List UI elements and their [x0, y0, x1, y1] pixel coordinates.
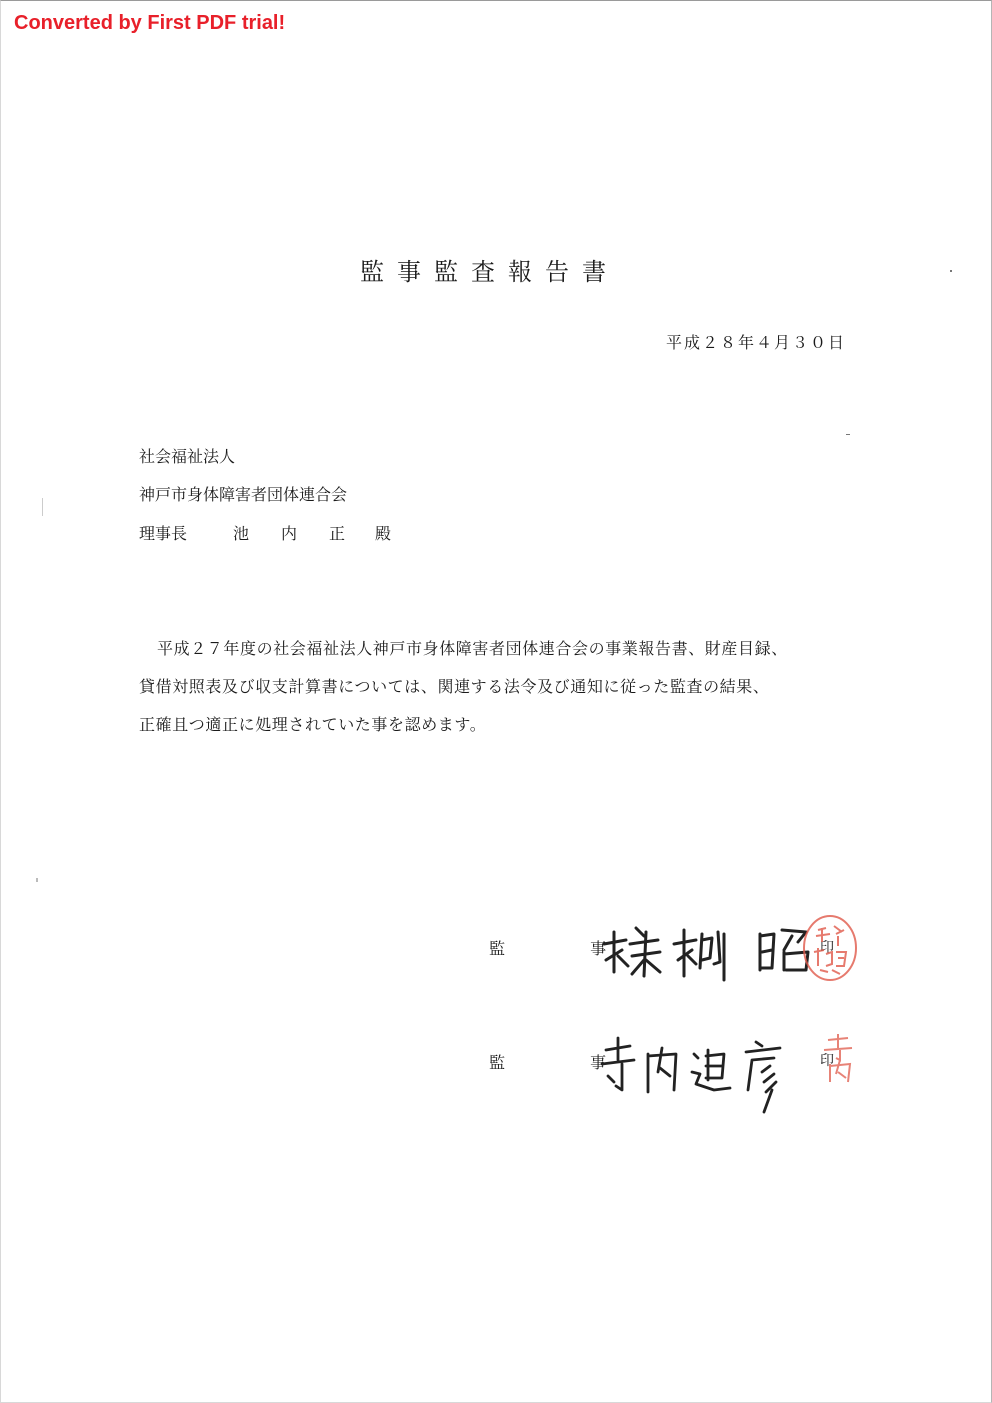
scan-speck: [846, 434, 850, 435]
addressee-organization-name: 神戸市身体障害者団体連合会: [139, 485, 348, 504]
recipient-name-part: 内: [281, 524, 298, 543]
recipient-name-part: 正: [329, 524, 346, 543]
recipient-honorific: 殿: [375, 524, 392, 543]
recipient-role: 理事長: [139, 524, 188, 543]
recipient-name-part: 池: [233, 524, 250, 543]
auditor-1-seal-stamp: [800, 912, 860, 984]
scan-speck: [36, 878, 38, 882]
auditor-2-label: 監 事: [489, 1053, 647, 1072]
auditor-2-signature: [596, 1020, 816, 1120]
document-title: 監事監査報告書: [360, 258, 619, 286]
watermark-text: Converted by First PDF trial!: [14, 12, 286, 34]
auditor-2-seal-stamp: [818, 1030, 862, 1090]
auditor-1-seal-label: 印: [820, 940, 834, 956]
document-date: 平成２８年４月３０日: [666, 333, 847, 352]
scan-speck: [950, 270, 952, 272]
audit-statement: [139, 630, 859, 744]
statement-line: 平成２７年度の社会福祉法人神戸市身体障害者団体連合会の事業報告書、財産目録、: [157, 639, 788, 658]
addressee-recipient: [139, 521, 391, 544]
addressee-organization-type: 社会福祉法人: [139, 447, 236, 466]
scan-speck: [42, 498, 43, 516]
auditor-2-seal-label: 印: [820, 1053, 834, 1069]
statement-line: 貸借対照表及び収支計算書については、関連する法令及び通知に従った監査の結果、: [139, 677, 770, 696]
auditor-1-signature: [600, 910, 820, 990]
statement-line: 正確且つ適正に処理されていた事を認めます。: [139, 715, 487, 734]
auditor-1-label: 監 事: [489, 939, 647, 958]
